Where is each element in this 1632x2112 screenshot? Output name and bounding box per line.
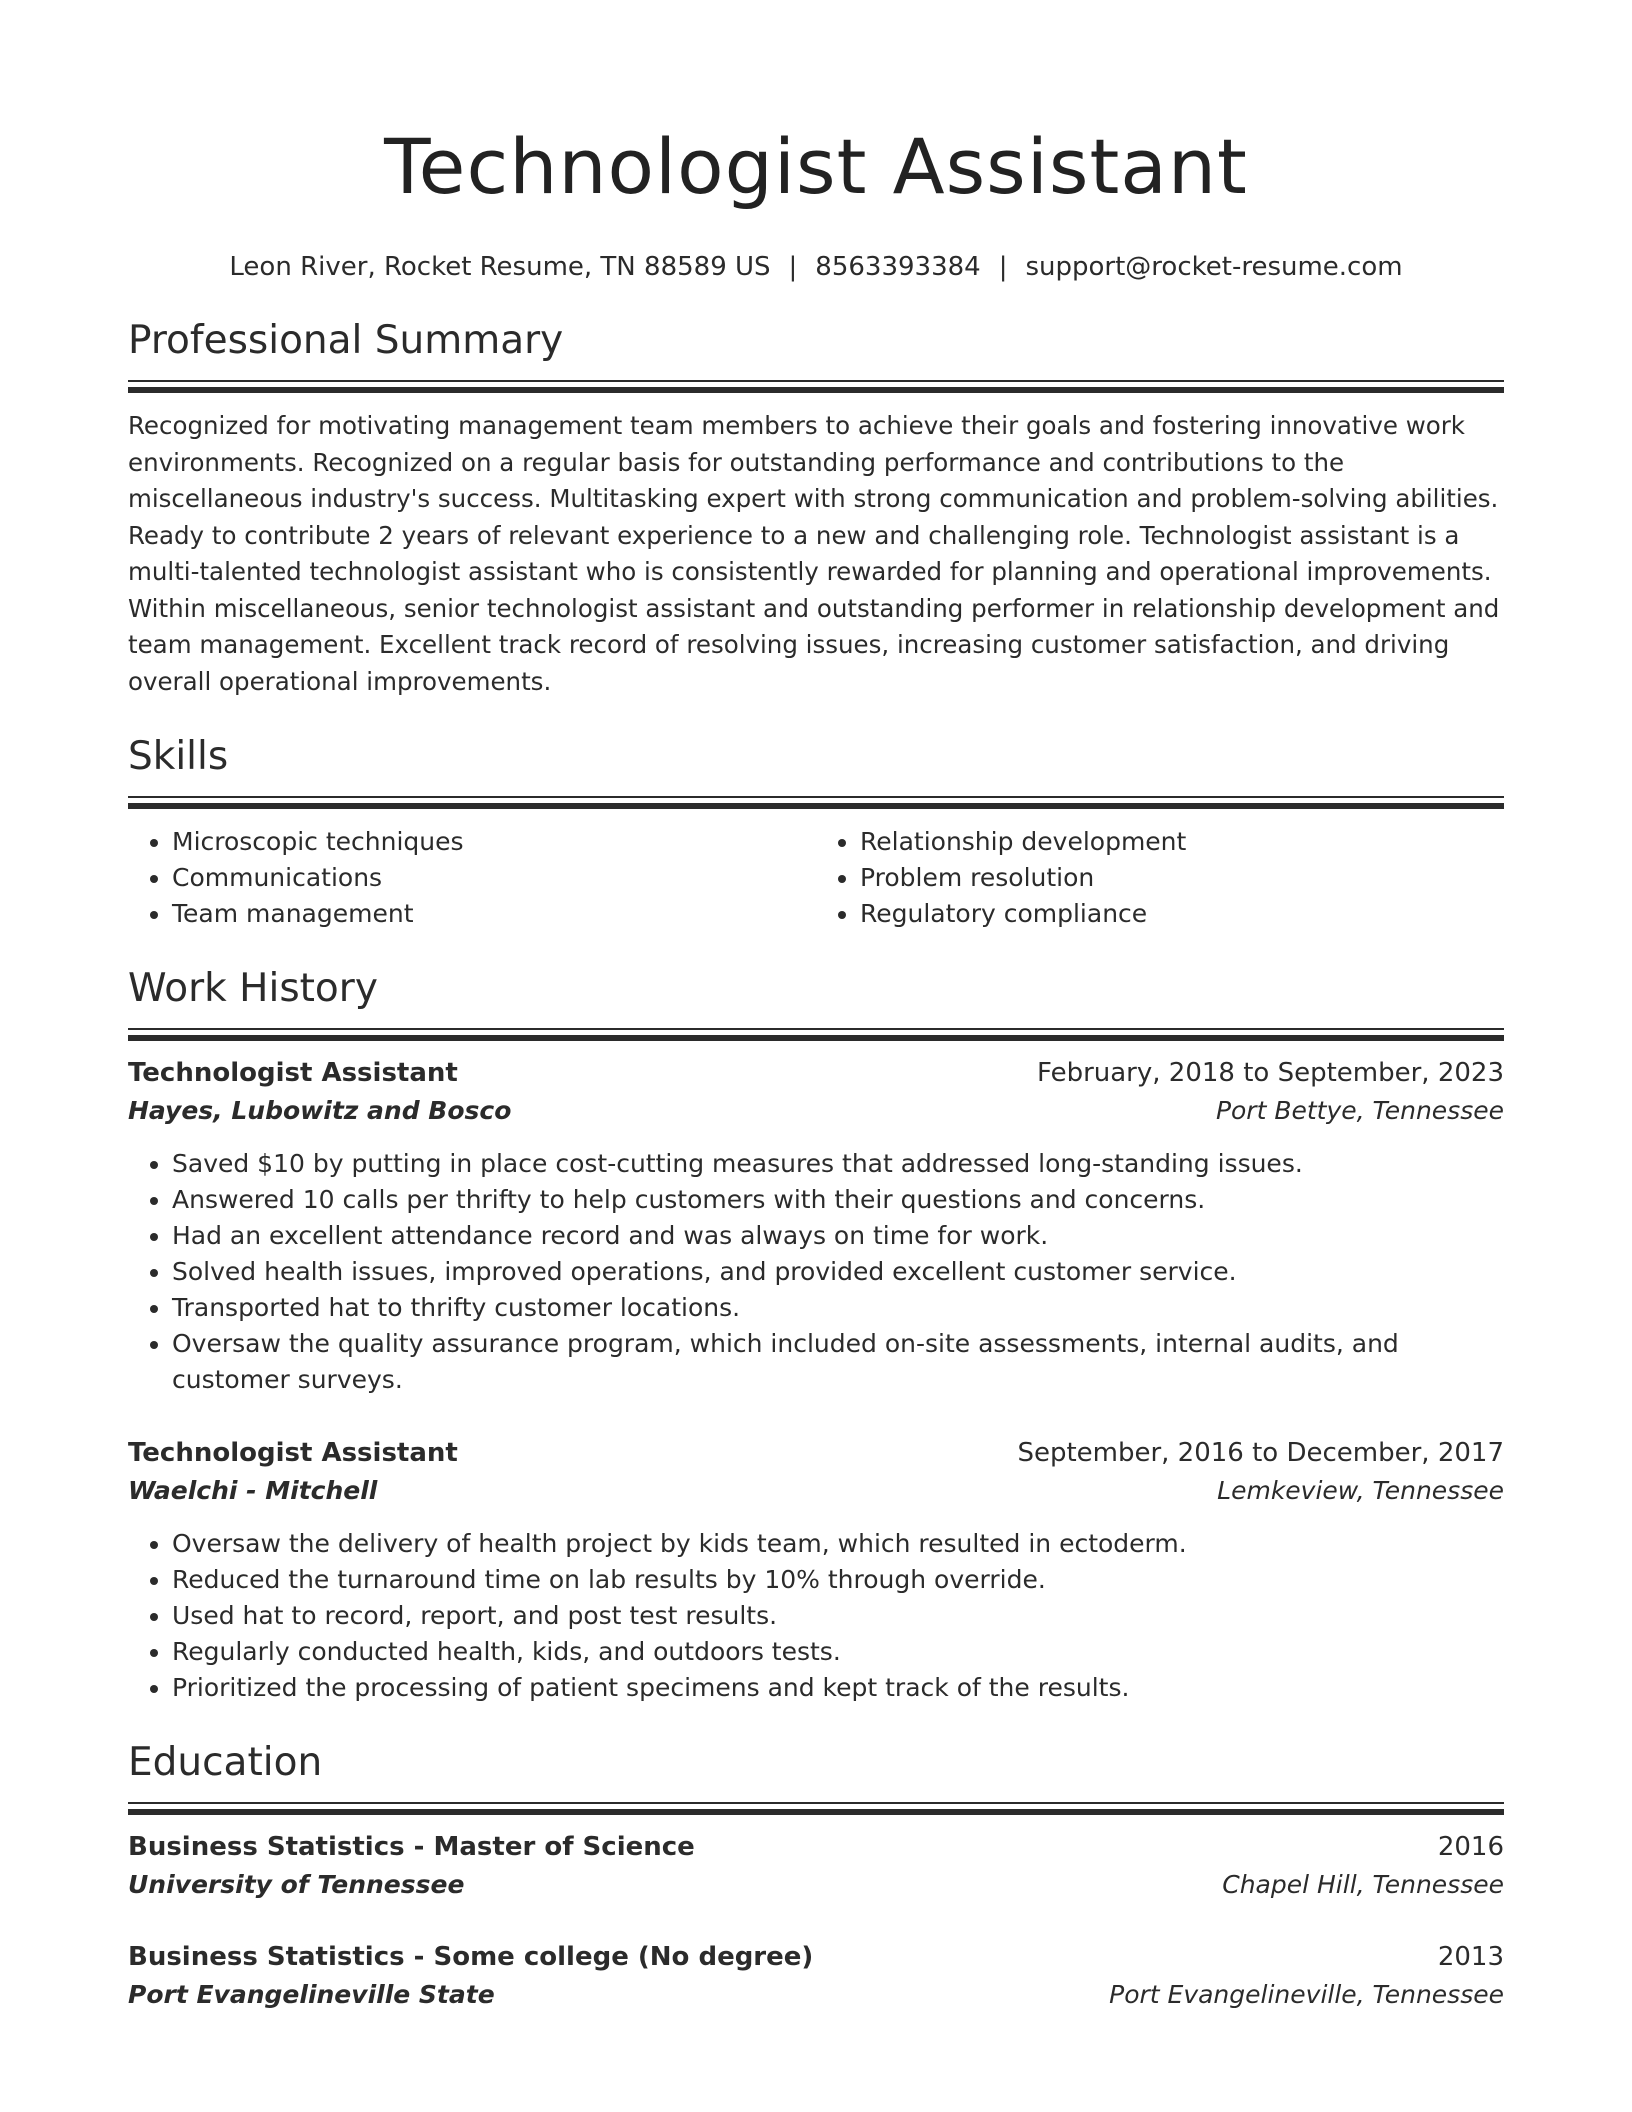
education-section xyxy=(128,1740,1504,2014)
education-school: Port Evangelineville State xyxy=(128,1980,495,2009)
job-title: Technologist Assistant xyxy=(128,1058,458,1088)
job-header-row xyxy=(128,1054,1504,1092)
summary-text: Recognized for motivating management team members to achieve their goals and fostering innovative work environments. Recognized on a regular basis for outstanding performance and contributions to the miscellaneous industry's success. Multitasking expert with strong communication and problem-solving abilities. Ready to contribute 2 years of relevant experience to a new and challenging role. Technologist assistant is a multi-talented technologist assistant who is consistently rewarded for planning and operational improvements. Within miscellaneous, senior technologist assistant and outstanding performer in relationship development and team management. Excellent track record of resolving issues, increasing customer satisfaction, and driving overall operational improvements. xyxy=(128,411,1500,696)
education-location: Chapel Hill, Tennessee xyxy=(1222,1870,1504,1899)
contact-separator: | xyxy=(788,252,798,282)
job-bullets xyxy=(128,1146,1504,1398)
skill-item: • Regulatory compliance xyxy=(860,896,1504,932)
contact-line xyxy=(128,250,1504,284)
job-dates: September, 2016 to December, 2017 xyxy=(1017,1438,1504,1468)
skills-heading: Skills xyxy=(128,734,229,779)
skills-list-right xyxy=(816,824,1504,932)
job-title: Technologist Assistant xyxy=(128,1438,458,1468)
education-degree: Business Statistics - Master of Science xyxy=(128,1832,695,1862)
work-history-section xyxy=(128,966,1504,1706)
education-entry xyxy=(128,1828,1504,1904)
job-bullet: • Transported hat to thrifty customer locations. xyxy=(172,1290,1504,1326)
job-company: Waelchi - Mitchell xyxy=(128,1476,378,1505)
education-school-row xyxy=(128,1866,1504,1904)
job-header-row xyxy=(128,1434,1504,1472)
education-heading: Education xyxy=(128,1740,323,1785)
section-divider xyxy=(128,1028,1504,1042)
job-entry xyxy=(128,1434,1504,1706)
job-dates: February, 2018 to September, 2023 xyxy=(1037,1058,1504,1088)
job-bullet: • Saved $10 by putting in place cost-cutting measures that addressed long-standing issues. xyxy=(172,1146,1504,1182)
job-bullet: • Solved health issues, improved operations, and provided excellent customer service. xyxy=(172,1254,1504,1290)
skills-columns xyxy=(128,824,1504,932)
summary-section xyxy=(128,318,1504,700)
job-company-row xyxy=(128,1092,1504,1130)
education-entry xyxy=(128,1938,1504,2014)
job-bullet: • Answered 10 calls per thrifty to help customers with their questions and concerns. xyxy=(172,1182,1504,1218)
education-degree: Business Statistics - Some college (No degree) xyxy=(128,1942,814,1972)
skill-item: • Relationship development xyxy=(860,824,1504,860)
job-company-row xyxy=(128,1472,1504,1510)
job-location: Lemkeview, Tennessee xyxy=(1217,1476,1504,1505)
job-bullet: • Oversaw the delivery of health project by kids team, which resulted in ectoderm. xyxy=(172,1526,1504,1562)
job-company: Hayes, Lubowitz and Bosco xyxy=(128,1096,512,1125)
section-divider xyxy=(128,796,1504,810)
job-bullet: • Prioritized the processing of patient specimens and kept track of the results. xyxy=(172,1670,1504,1706)
education-year: 2016 xyxy=(1437,1832,1504,1862)
skill-item: • Communications xyxy=(172,860,816,896)
skill-item: • Problem resolution xyxy=(860,860,1504,896)
education-school: University of Tennessee xyxy=(128,1870,465,1899)
contact-separator: | xyxy=(998,252,1008,282)
contact-address: Leon River, Rocket Resume, TN 88589 US xyxy=(229,252,771,282)
skill-item: • Microscopic techniques xyxy=(172,824,816,860)
contact-phone[interactable]: 8563393384 xyxy=(815,252,981,282)
summary-heading: Professional Summary xyxy=(128,318,564,363)
job-bullet: • Reduced the turnaround time on lab results by 10% through override. xyxy=(172,1562,1504,1598)
skills-list-left xyxy=(128,824,816,932)
resume-name: Technologist Assistant xyxy=(384,122,1248,211)
education-header-row xyxy=(128,1938,1504,1976)
job-bullet: • Had an excellent attendance record and was always on time for work. xyxy=(172,1218,1504,1254)
job-bullet: • Used hat to record, report, and post test results. xyxy=(172,1598,1504,1634)
education-school-row xyxy=(128,1976,1504,2014)
skills-section xyxy=(128,734,1504,932)
skill-item: • Team management xyxy=(172,896,816,932)
job-entry xyxy=(128,1054,1504,1398)
section-divider xyxy=(128,1802,1504,1816)
job-bullet: • Oversaw the quality assurance program, which included on-site assessments, internal audits, and customer surveys. xyxy=(172,1326,1504,1398)
contact-email[interactable]: support@rocket-resume.com xyxy=(1025,252,1403,282)
job-location: Port Bettye, Tennessee xyxy=(1215,1096,1504,1125)
education-year: 2013 xyxy=(1437,1942,1504,1972)
education-location: Port Evangelineville, Tennessee xyxy=(1109,1980,1504,2009)
education-header-row xyxy=(128,1828,1504,1866)
work-history-heading: Work History xyxy=(128,966,378,1011)
job-bullets xyxy=(128,1526,1504,1706)
section-divider xyxy=(128,380,1504,394)
job-bullet: • Regularly conducted health, kids, and outdoors tests. xyxy=(172,1634,1504,1670)
